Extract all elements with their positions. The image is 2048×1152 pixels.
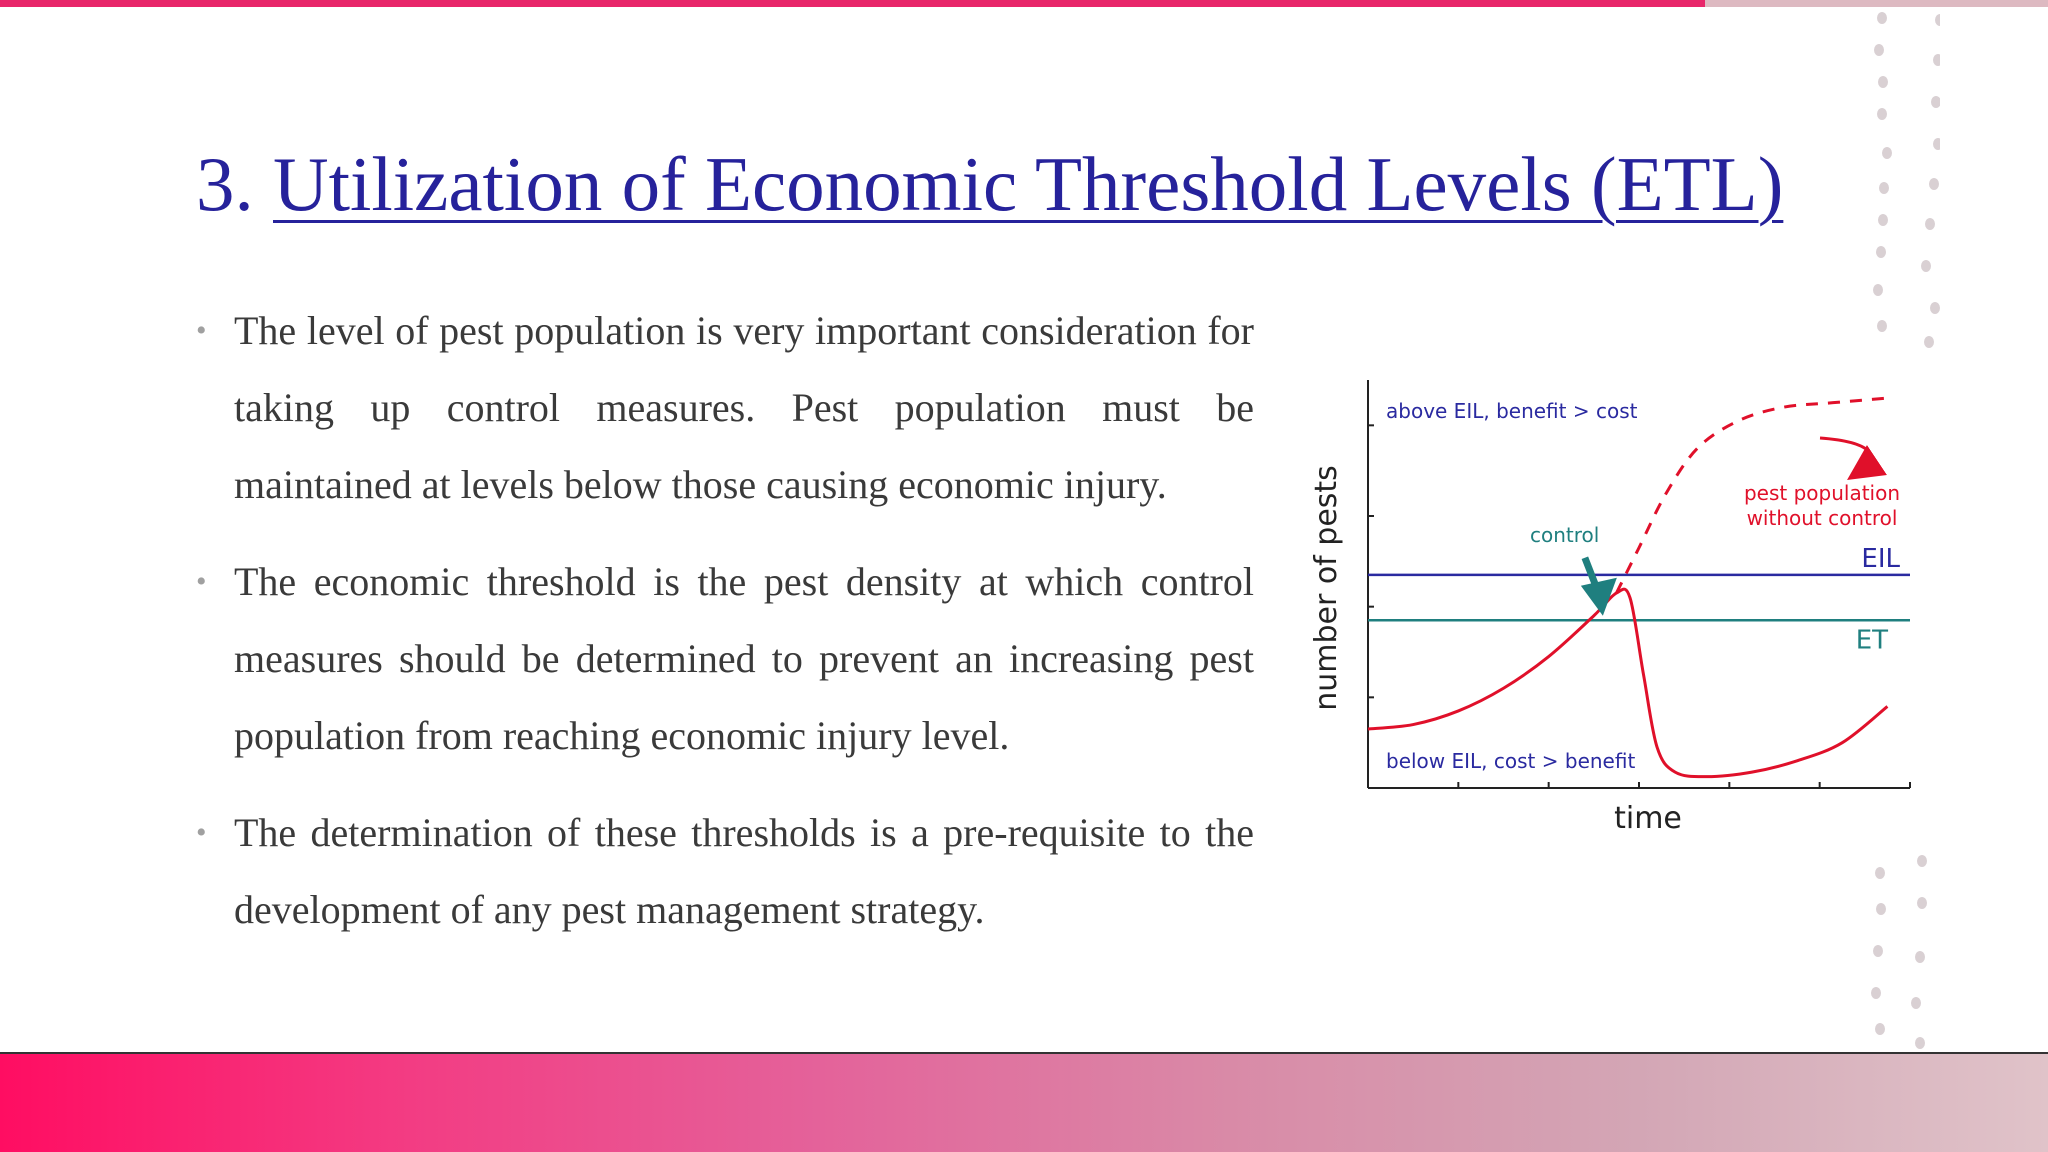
bullet-marker: • xyxy=(196,816,207,849)
decorative-dots-bottom xyxy=(1860,845,1940,1050)
annotation-pest-population-line1: pest population xyxy=(1743,481,1901,505)
bullet-item xyxy=(196,543,1254,774)
bullet-marker: • xyxy=(196,314,207,347)
top-bar-light xyxy=(1705,0,2048,7)
slide-title xyxy=(196,136,1856,232)
annotation-above-eil: above EIL, benefit > cost xyxy=(1386,399,1638,423)
bullet-text: The economic threshold is the pest density at which control measures should be determined to prevent an increasing pest population from reaching economic injury level. xyxy=(234,559,1254,758)
x-axis-label: time xyxy=(1614,801,1682,836)
bullet-text: The level of pest population is very important consideration for taking up control measures. Pest population must be maintained at levels below those causing economic injury. xyxy=(234,308,1254,507)
curved-annotation-arrow xyxy=(1820,438,1871,470)
bottom-gradient-band xyxy=(0,1052,2048,1152)
bullet-text: The determination of these thresholds is a pre-requisite to the development of any pest management strategy. xyxy=(234,810,1254,932)
pest-threshold-chart xyxy=(1290,370,1930,850)
annotation-control: control xyxy=(1530,523,1600,547)
bullet-marker: • xyxy=(196,565,207,598)
annotation-pest-population-line2: without control xyxy=(1746,506,1898,530)
bullet-item xyxy=(196,292,1254,523)
control-arrow xyxy=(1581,558,1617,616)
top-bar-accent xyxy=(0,0,1705,7)
eil-label: EIL xyxy=(1861,543,1900,574)
title-link[interactable]: Utilization of Economic Threshold Levels (ETL) xyxy=(273,141,1784,227)
bullet-item xyxy=(196,794,1254,948)
y-axis-label: number of pests xyxy=(1309,465,1344,711)
title-number: 3. xyxy=(196,141,254,227)
decorative-dots-top xyxy=(1860,8,1940,358)
bullet-list xyxy=(196,292,1254,968)
annotation-below-eil: below EIL, cost > benefit xyxy=(1386,749,1636,773)
et-label: ET xyxy=(1855,625,1888,656)
